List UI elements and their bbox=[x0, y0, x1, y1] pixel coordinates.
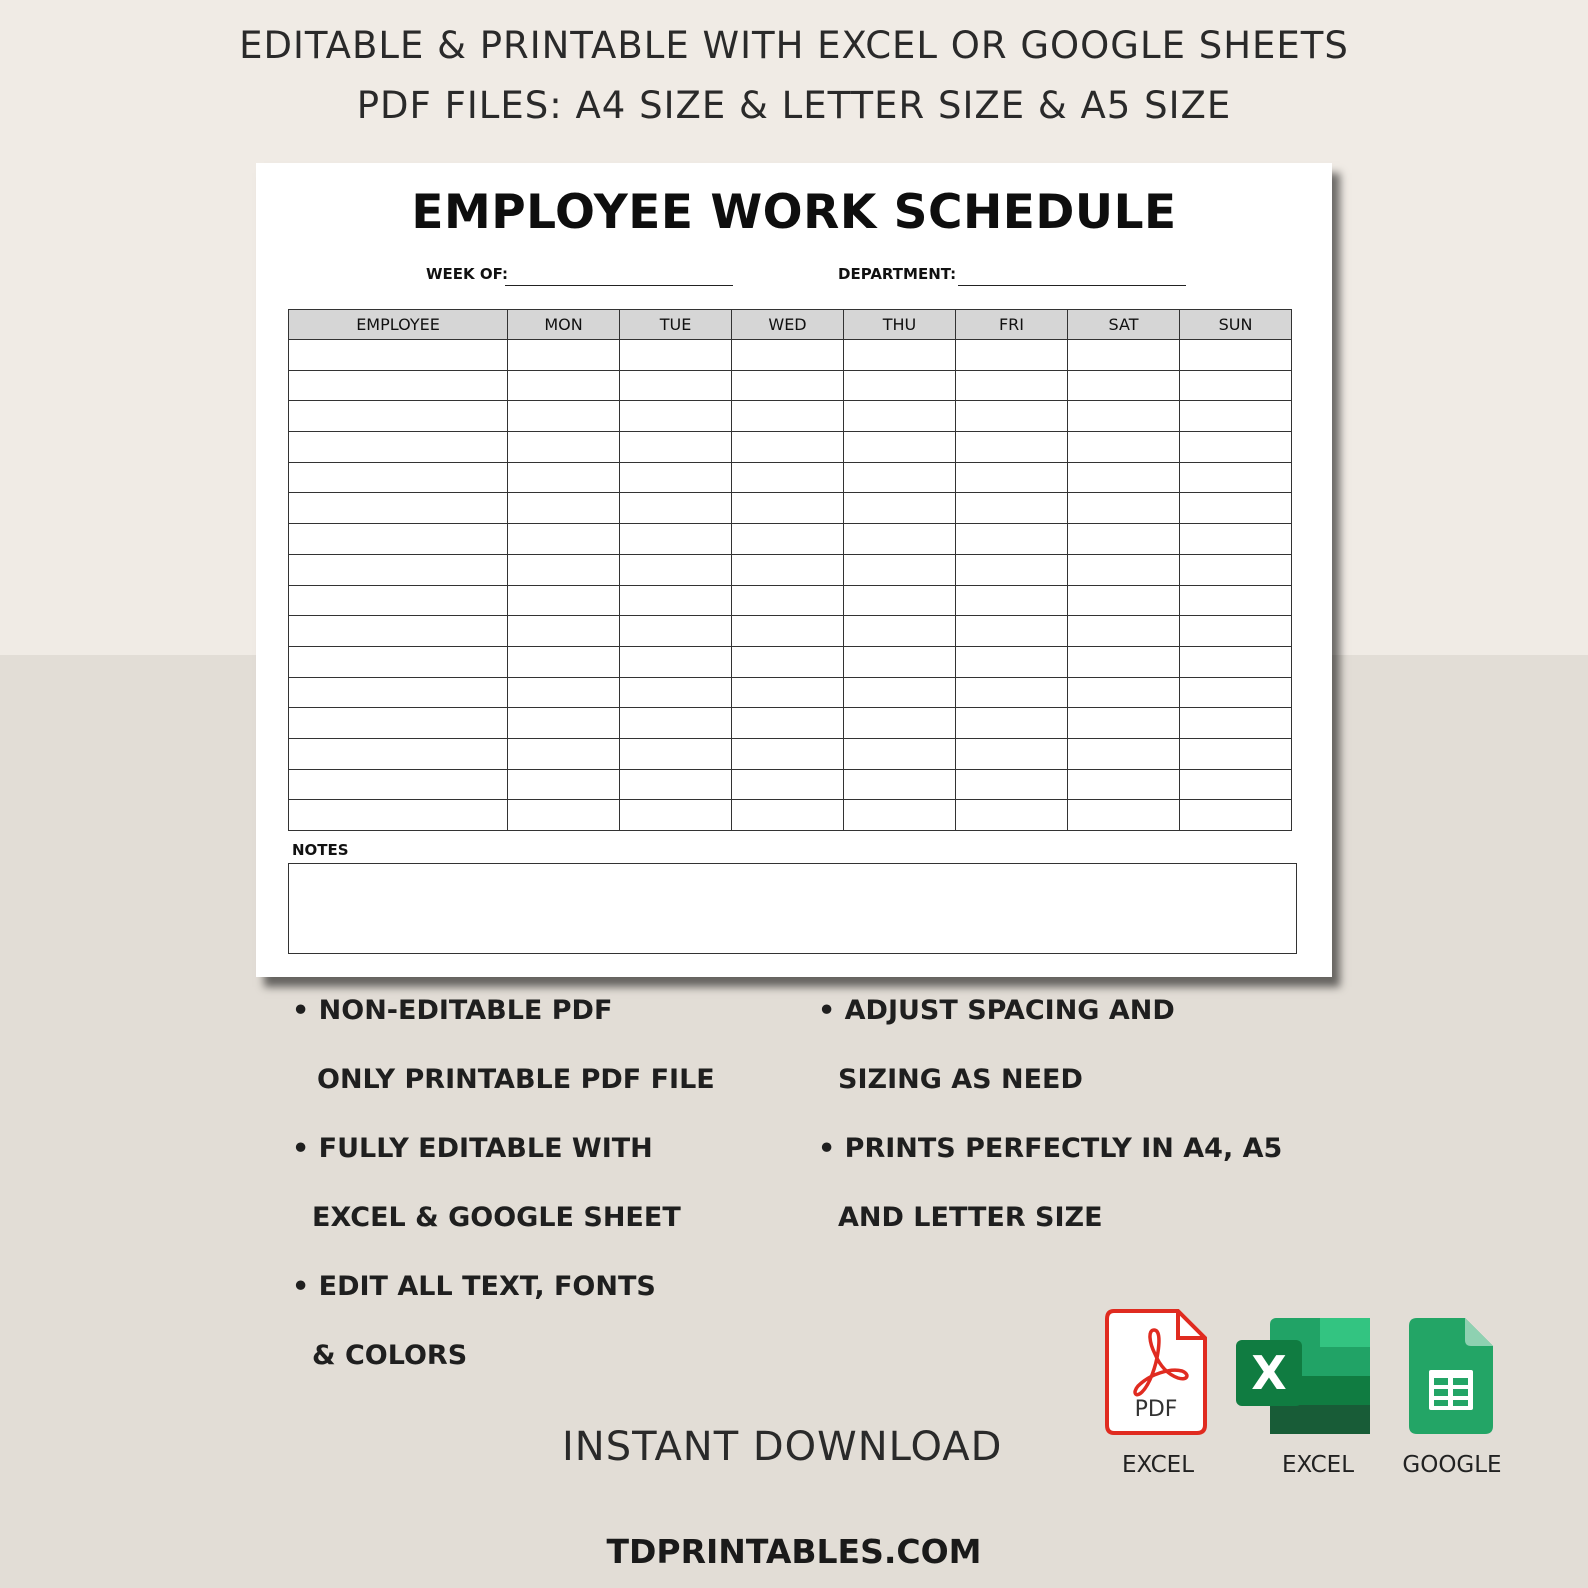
table-cell bbox=[508, 738, 620, 769]
table-cell bbox=[1180, 800, 1292, 831]
table-row bbox=[289, 493, 1292, 524]
google-sheets-icon bbox=[1409, 1318, 1493, 1434]
table-cell bbox=[732, 708, 844, 739]
table-body bbox=[289, 340, 1292, 831]
table-cell bbox=[732, 738, 844, 769]
table-cell bbox=[620, 677, 732, 708]
pdf-file-icon bbox=[1104, 1308, 1208, 1436]
table-cell bbox=[844, 738, 956, 769]
table-cell bbox=[289, 462, 508, 493]
table-cell bbox=[508, 432, 620, 463]
table-cell bbox=[508, 708, 620, 739]
pdf-icon-caption: EXCEL bbox=[1121, 1452, 1195, 1478]
table-cell bbox=[620, 800, 732, 831]
table-cell bbox=[956, 524, 1068, 555]
table-row bbox=[289, 401, 1292, 432]
table-row bbox=[289, 524, 1292, 555]
pdf-icon-label: PDF bbox=[1134, 1397, 1178, 1422]
table-cell bbox=[508, 370, 620, 401]
col-header: FRI bbox=[956, 310, 1068, 340]
table-cell bbox=[1180, 340, 1292, 371]
table-cell bbox=[289, 708, 508, 739]
table-cell bbox=[732, 462, 844, 493]
table-cell bbox=[289, 769, 508, 800]
col-header: WED bbox=[732, 310, 844, 340]
table-cell bbox=[289, 370, 508, 401]
table-cell bbox=[1180, 401, 1292, 432]
table-cell bbox=[1180, 524, 1292, 555]
table-cell bbox=[508, 524, 620, 555]
feature-text: ONLY PRINTABLE PDF FILE bbox=[317, 1064, 715, 1095]
table-cell bbox=[289, 493, 508, 524]
table-cell bbox=[844, 677, 956, 708]
table-cell bbox=[508, 340, 620, 371]
table-cell bbox=[508, 646, 620, 677]
table-row bbox=[289, 646, 1292, 677]
table-row bbox=[289, 585, 1292, 616]
headline-line-1: EDITABLE & PRINTABLE WITH EXCEL OR GOOGLE SHEETS bbox=[239, 24, 1349, 67]
table-cell bbox=[1068, 677, 1180, 708]
table-cell bbox=[620, 370, 732, 401]
table-cell bbox=[956, 493, 1068, 524]
table-cell bbox=[1180, 708, 1292, 739]
table-cell bbox=[289, 340, 508, 371]
table-cell bbox=[508, 554, 620, 585]
table-cell bbox=[620, 493, 732, 524]
table-cell bbox=[508, 769, 620, 800]
table-cell bbox=[1180, 677, 1292, 708]
feature-text: • EDIT ALL TEXT, FONTS bbox=[292, 1271, 656, 1302]
table-cell bbox=[732, 616, 844, 647]
table-cell bbox=[1180, 554, 1292, 585]
table-row bbox=[289, 738, 1292, 769]
table-cell bbox=[732, 340, 844, 371]
table-cell bbox=[620, 646, 732, 677]
week-of-label: WEEK OF: bbox=[426, 265, 509, 283]
table-row bbox=[289, 800, 1292, 831]
table-cell bbox=[620, 462, 732, 493]
table-row bbox=[289, 462, 1292, 493]
department-label: DEPARTMENT: bbox=[838, 265, 957, 283]
table-cell bbox=[732, 554, 844, 585]
table-cell bbox=[1068, 708, 1180, 739]
table-cell bbox=[844, 432, 956, 463]
table-row bbox=[289, 708, 1292, 739]
table-cell bbox=[289, 585, 508, 616]
table-cell bbox=[1180, 462, 1292, 493]
table-cell bbox=[620, 554, 732, 585]
table-cell bbox=[956, 432, 1068, 463]
table-cell bbox=[732, 646, 844, 677]
google-sheets-icon-caption: GOOGLE bbox=[1402, 1452, 1502, 1478]
instant-download-text: INSTANT DOWNLOAD bbox=[562, 1424, 1003, 1470]
table-cell bbox=[732, 585, 844, 616]
table-cell bbox=[844, 646, 956, 677]
table-cell bbox=[289, 646, 508, 677]
table-cell bbox=[732, 524, 844, 555]
table-header-row bbox=[289, 310, 1292, 340]
col-header: EMPLOYEE bbox=[289, 310, 508, 340]
table-cell bbox=[620, 524, 732, 555]
table-cell bbox=[289, 616, 508, 647]
table-cell bbox=[956, 340, 1068, 371]
table-cell bbox=[956, 800, 1068, 831]
table-cell bbox=[289, 524, 508, 555]
week-of-line bbox=[505, 285, 733, 286]
table-cell bbox=[732, 769, 844, 800]
col-header: SUN bbox=[1180, 310, 1292, 340]
table-cell bbox=[508, 401, 620, 432]
schedule-sheet bbox=[256, 163, 1332, 977]
table-cell bbox=[1180, 493, 1292, 524]
table-cell bbox=[732, 432, 844, 463]
table-cell bbox=[1180, 616, 1292, 647]
feature-text: • NON-EDITABLE PDF bbox=[292, 995, 613, 1026]
excel-icon-letter: X bbox=[1251, 1346, 1287, 1400]
table-cell bbox=[844, 616, 956, 647]
table-cell bbox=[289, 432, 508, 463]
table-row bbox=[289, 677, 1292, 708]
table-cell bbox=[956, 738, 1068, 769]
table-cell bbox=[956, 585, 1068, 616]
table-cell bbox=[1068, 769, 1180, 800]
table-cell bbox=[508, 585, 620, 616]
col-header: MON bbox=[508, 310, 620, 340]
table-cell bbox=[289, 738, 508, 769]
table-cell bbox=[620, 585, 732, 616]
table-cell bbox=[956, 462, 1068, 493]
col-header: SAT bbox=[1068, 310, 1180, 340]
schedule-table bbox=[288, 309, 1292, 831]
table-cell bbox=[732, 493, 844, 524]
table-cell bbox=[1068, 585, 1180, 616]
table-cell bbox=[844, 524, 956, 555]
table-cell bbox=[844, 585, 956, 616]
table-cell bbox=[620, 432, 732, 463]
table-cell bbox=[844, 462, 956, 493]
table-cell bbox=[844, 401, 956, 432]
table-cell bbox=[1180, 738, 1292, 769]
table-cell bbox=[844, 340, 956, 371]
table-row bbox=[289, 370, 1292, 401]
table-cell bbox=[1068, 524, 1180, 555]
table-cell bbox=[1180, 585, 1292, 616]
table-row bbox=[289, 616, 1292, 647]
col-header: THU bbox=[844, 310, 956, 340]
table-cell bbox=[1068, 493, 1180, 524]
table-cell bbox=[508, 677, 620, 708]
table-cell bbox=[508, 493, 620, 524]
table-cell bbox=[844, 800, 956, 831]
table-cell bbox=[956, 677, 1068, 708]
table-cell bbox=[956, 708, 1068, 739]
table-cell bbox=[844, 370, 956, 401]
table-cell bbox=[732, 370, 844, 401]
feature-text: • ADJUST SPACING AND bbox=[818, 995, 1175, 1026]
table-cell bbox=[289, 554, 508, 585]
table-cell bbox=[1180, 432, 1292, 463]
table-cell bbox=[289, 401, 508, 432]
feature-text: EXCEL & GOOGLE SHEET bbox=[312, 1202, 681, 1233]
table-cell bbox=[1180, 370, 1292, 401]
table-cell bbox=[732, 800, 844, 831]
table-cell bbox=[844, 554, 956, 585]
table-cell bbox=[620, 769, 732, 800]
table-cell bbox=[508, 616, 620, 647]
table-cell bbox=[1068, 462, 1180, 493]
notes-box bbox=[288, 863, 1297, 954]
table-cell bbox=[1068, 432, 1180, 463]
sheet-title: EMPLOYEE WORK SCHEDULE bbox=[411, 185, 1177, 240]
table-cell bbox=[732, 677, 844, 708]
table-cell bbox=[1068, 554, 1180, 585]
table-cell bbox=[844, 769, 956, 800]
table-cell bbox=[844, 708, 956, 739]
table-cell bbox=[1068, 646, 1180, 677]
table-cell bbox=[1068, 738, 1180, 769]
table-cell bbox=[620, 340, 732, 371]
table-cell bbox=[289, 800, 508, 831]
table-cell bbox=[1068, 401, 1180, 432]
headline-line-2: PDF FILES: A4 SIZE & LETTER SIZE & A5 SIZE bbox=[356, 84, 1232, 127]
table-row bbox=[289, 340, 1292, 371]
excel-icon bbox=[1236, 1318, 1370, 1434]
table-cell bbox=[508, 800, 620, 831]
feature-text: AND LETTER SIZE bbox=[838, 1202, 1103, 1233]
table-cell bbox=[844, 493, 956, 524]
table-cell bbox=[1068, 616, 1180, 647]
table-cell bbox=[1180, 769, 1292, 800]
table-cell bbox=[956, 769, 1068, 800]
feature-text: • FULLY EDITABLE WITH bbox=[292, 1133, 653, 1164]
table-cell bbox=[956, 616, 1068, 647]
table-cell bbox=[620, 738, 732, 769]
table-cell bbox=[508, 462, 620, 493]
col-header: TUE bbox=[620, 310, 732, 340]
table-cell bbox=[1068, 370, 1180, 401]
website-url: TDPRINTABLES.COM bbox=[606, 1532, 982, 1571]
table-cell bbox=[956, 554, 1068, 585]
table-cell bbox=[1068, 800, 1180, 831]
table-cell bbox=[956, 401, 1068, 432]
table-cell bbox=[956, 370, 1068, 401]
notes-label: NOTES bbox=[292, 841, 349, 859]
table-cell bbox=[620, 708, 732, 739]
feature-text: SIZING AS NEED bbox=[838, 1064, 1083, 1095]
feature-text: & COLORS bbox=[312, 1340, 468, 1371]
table-row bbox=[289, 554, 1292, 585]
table-cell bbox=[732, 401, 844, 432]
table-row bbox=[289, 432, 1292, 463]
table-cell bbox=[1180, 646, 1292, 677]
table-cell bbox=[620, 401, 732, 432]
feature-text: • PRINTS PERFECTLY IN A4, A5 bbox=[818, 1133, 1283, 1164]
table-row bbox=[289, 769, 1292, 800]
table-cell bbox=[956, 646, 1068, 677]
table-cell bbox=[620, 616, 732, 647]
department-line bbox=[958, 285, 1186, 286]
table-cell bbox=[289, 677, 508, 708]
excel-icon-caption: EXCEL bbox=[1281, 1452, 1355, 1478]
table-cell bbox=[1068, 340, 1180, 371]
